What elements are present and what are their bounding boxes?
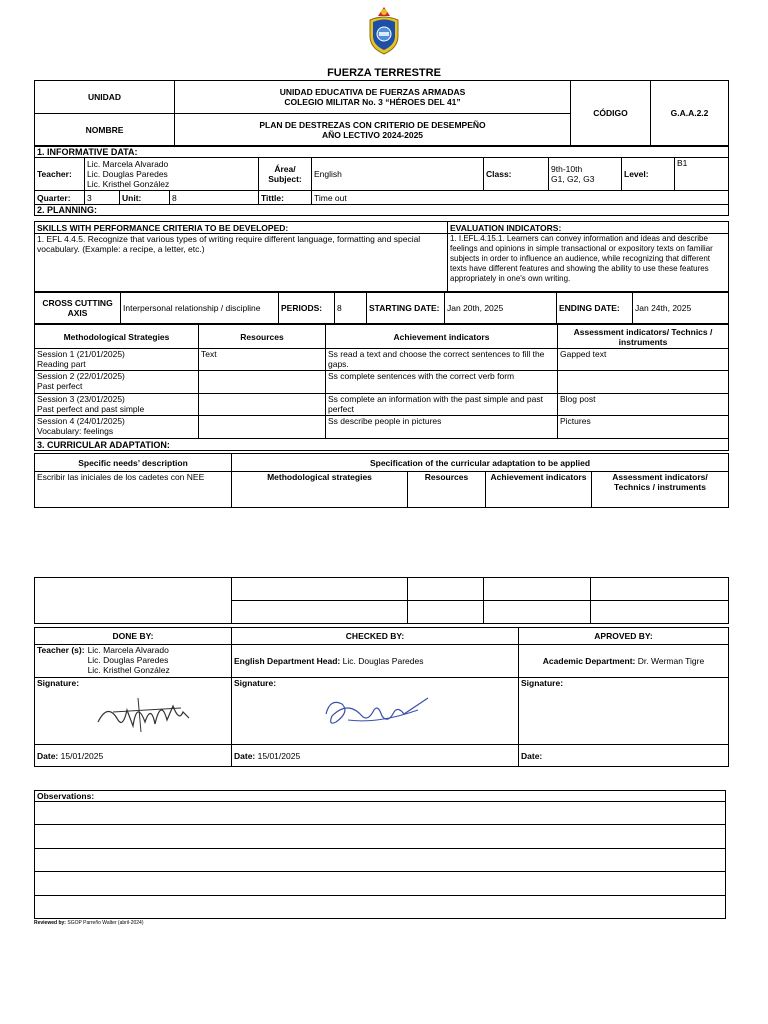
needs-value: Escribir las iniciales de los cadetes con NEE (35, 472, 232, 508)
periods-value: 8 (335, 293, 367, 324)
eval-text: 1. I.EFL.4.15.1. Learners can convey information and ideas and describe feelings and opinions in simple transactional or expository texts on familiar subjects in order to influence an audience, while recognizing that different texts have different features and showing the ability to use these features appropriately in one's own writing. (448, 234, 729, 292)
teachers-label: Teacher (s): (37, 645, 85, 655)
session-strategy: Session 2 (22/01/2025) Past perfect (35, 371, 199, 394)
class-label: Class: (484, 158, 549, 191)
session-strategy: Session 3 (23/01/2025) Past perfect and past simple (35, 394, 199, 416)
observation-line (35, 872, 726, 896)
blank-cell (591, 578, 729, 601)
codigo-value: G.A.A.2.2 (651, 81, 729, 146)
unidad-value: UNIDAD EDUCATIVA DE FUERZAS ARMADAS COLEGIO MILITAR No. 3 “HÉROES DEL 41” (175, 81, 571, 114)
nombre-label: NOMBRE (35, 114, 175, 146)
school-emblem-icon (364, 4, 404, 56)
date-done-value: 15/01/2025 (60, 750, 104, 761)
start-date-value: Jan 20th, 2025 (445, 293, 557, 324)
area-value: English (312, 158, 484, 191)
session-resources: Text (199, 349, 326, 371)
done-by-teachers (35, 645, 232, 678)
date-approved-cell (519, 745, 729, 767)
planning-table (34, 221, 729, 292)
session-achievement: Ss describe people in pictures (326, 416, 558, 439)
session-achievement: Ss complete an information with the past simple and past perfect (326, 394, 558, 416)
spec-header: Specification of the curricular adaptation to be applied (232, 454, 729, 472)
table-row (35, 371, 729, 394)
academic-value: Dr. Werman Tigre (637, 656, 705, 666)
area-label: Área/ Subject: (259, 158, 312, 191)
reviewed-label: Reviewed by: (34, 920, 66, 926)
session-achievement: Ss complete sentences with the correct verb form (326, 371, 558, 394)
approved-by-header: APROVED BY: (519, 628, 729, 645)
session-achievement: Ss read a text and choose the correct sentences to fill the gaps. (326, 349, 558, 371)
informative-table (34, 146, 729, 216)
session-assessment (558, 371, 729, 394)
col-header-achievement: Achievement indicators (326, 325, 558, 349)
unit-value: 8 (170, 191, 259, 205)
level-label: Level: (622, 158, 675, 191)
quarter-label: Quarter: (35, 191, 85, 205)
checked-by-header: CHECKED BY: (232, 628, 519, 645)
blank-cell (408, 578, 484, 601)
nombre-value: PLAN DE DESTREZAS CON CRITERIO DE DESEMPEÑO AÑO LECTIVO 2024-2025 (175, 114, 571, 146)
cross-axis-value: Interpersonal relationship / discipline (121, 293, 279, 324)
skills-header: SKILLS WITH PERFORMANCE CRITERIA TO BE DEVELOPED: (35, 222, 448, 234)
signature-cell-checked (232, 678, 519, 745)
date-label: Date: (234, 750, 256, 761)
table-row (35, 349, 729, 371)
signature-label: Signature: (37, 678, 80, 688)
title-value: Time out (312, 191, 729, 205)
quarter-value: 3 (85, 191, 120, 205)
class-value: 9th-10th G1, G2, G3 (549, 158, 622, 191)
blank-cell (232, 601, 408, 624)
level-value: B1 (675, 158, 729, 191)
signature-label: Signature: (234, 678, 277, 688)
table-row (35, 416, 729, 439)
date-checked-value: 15/01/2025 (257, 750, 301, 761)
start-date-label: STARTING DATE: (367, 293, 445, 324)
eval-header: EVALUATION INDICATORS: (448, 222, 729, 234)
col-header-assessment: Assessment indicators/ Technics / instruments (558, 325, 729, 349)
periods-label: PERIODS: (279, 293, 335, 324)
table-row (35, 394, 729, 416)
unit-label: Unit: (120, 191, 170, 205)
cross-axis-table (34, 292, 729, 324)
signature-cell-approved (519, 678, 729, 745)
header-table (34, 80, 729, 146)
blank-cell (484, 601, 591, 624)
planning-section-title: 2. PLANNING: (35, 205, 729, 216)
academic-cell (519, 645, 729, 678)
codigo-label: CÓDIGO (571, 81, 651, 146)
observation-line (35, 825, 726, 849)
teacher-value: Lic. Marcela Alvarado Lic. Douglas Paredes Lic. Kristhel González (85, 158, 259, 191)
blank-cell (35, 578, 232, 624)
session-strategy: Session 4 (24/01/2025) Vocabulary: feelings (35, 416, 199, 439)
curricular-section-title: 3. CURRICULAR ADAPTATION: (35, 439, 729, 451)
needs-header: Specific needs’ description (35, 454, 232, 472)
teachers-value: Lic. Marcela Alvarado Lic. Douglas Paredes Lic. Kristhel González (87, 645, 170, 675)
curricular-table (34, 453, 729, 508)
end-date-value: Jan 24th, 2025 (633, 293, 729, 324)
session-resources (199, 371, 326, 394)
session-assessment: Blog post (558, 394, 729, 416)
cross-axis-label: CROSS CUTTING AXIS (35, 293, 121, 324)
session-resources (199, 394, 326, 416)
col-header-resources: Resources (199, 325, 326, 349)
signature-cell-done (35, 678, 232, 745)
signoff-table (34, 627, 729, 767)
sessions-table (34, 324, 729, 451)
sub-header-strategies: Methodological strategies (232, 472, 408, 508)
signature-image-icon (93, 692, 203, 736)
academic-label: Academic Department: (542, 656, 636, 666)
end-date-label: ENDING DATE: (557, 293, 633, 324)
sub-header-assessment: Assessment indicators/ Technics / instruments (592, 472, 729, 508)
signature-image-icon (318, 690, 438, 734)
blank-cell (591, 601, 729, 624)
page-title: FUERZA TERRESTRE (327, 67, 441, 79)
done-by-header: DONE BY: (35, 628, 232, 645)
title-label: Tittle: (259, 191, 312, 205)
blank-cell (484, 578, 591, 601)
session-strategy: Session 1 (21/01/2025) Reading part (35, 349, 199, 371)
blank-cell (232, 578, 408, 601)
session-resources (199, 416, 326, 439)
observation-line (35, 896, 726, 919)
observation-line (35, 849, 726, 872)
date-checked-cell (232, 745, 519, 767)
footer-reviewed (34, 920, 144, 926)
dept-head-cell (232, 645, 519, 678)
dept-head-value: Lic. Douglas Paredes (342, 656, 424, 666)
observations-table (34, 790, 726, 919)
skill-text: 1. EFL 4.4.5. Recognize that various types of writing require different language, formatting and special vocabulary. (Example: a recipe, a letter, etc.) (35, 234, 448, 292)
teacher-label: Teacher: (35, 158, 85, 191)
blank-cell (408, 601, 484, 624)
sub-header-resources: Resources (408, 472, 486, 508)
unidad-label: UNIDAD (35, 81, 175, 114)
reviewed-value: SGOP Parreño Walter (abril-2024) (67, 920, 144, 926)
date-label: Date: (521, 750, 543, 761)
col-header-strategies: Methodological Strategies (35, 325, 199, 349)
observations-label: Observations: (35, 791, 726, 802)
blank-grid (34, 577, 729, 624)
date-done-cell (35, 745, 232, 767)
dept-head-label: English Department Head: (234, 656, 341, 666)
observation-line (35, 802, 726, 825)
date-label: Date: (37, 750, 59, 761)
session-assessment: Pictures (558, 416, 729, 439)
informative-section-title: 1. INFORMATIVE DATA: (35, 147, 729, 158)
session-assessment: Gapped text (558, 349, 729, 371)
sub-header-achievement: Achievement indicators (486, 472, 592, 508)
signature-label: Signature: (521, 678, 564, 688)
